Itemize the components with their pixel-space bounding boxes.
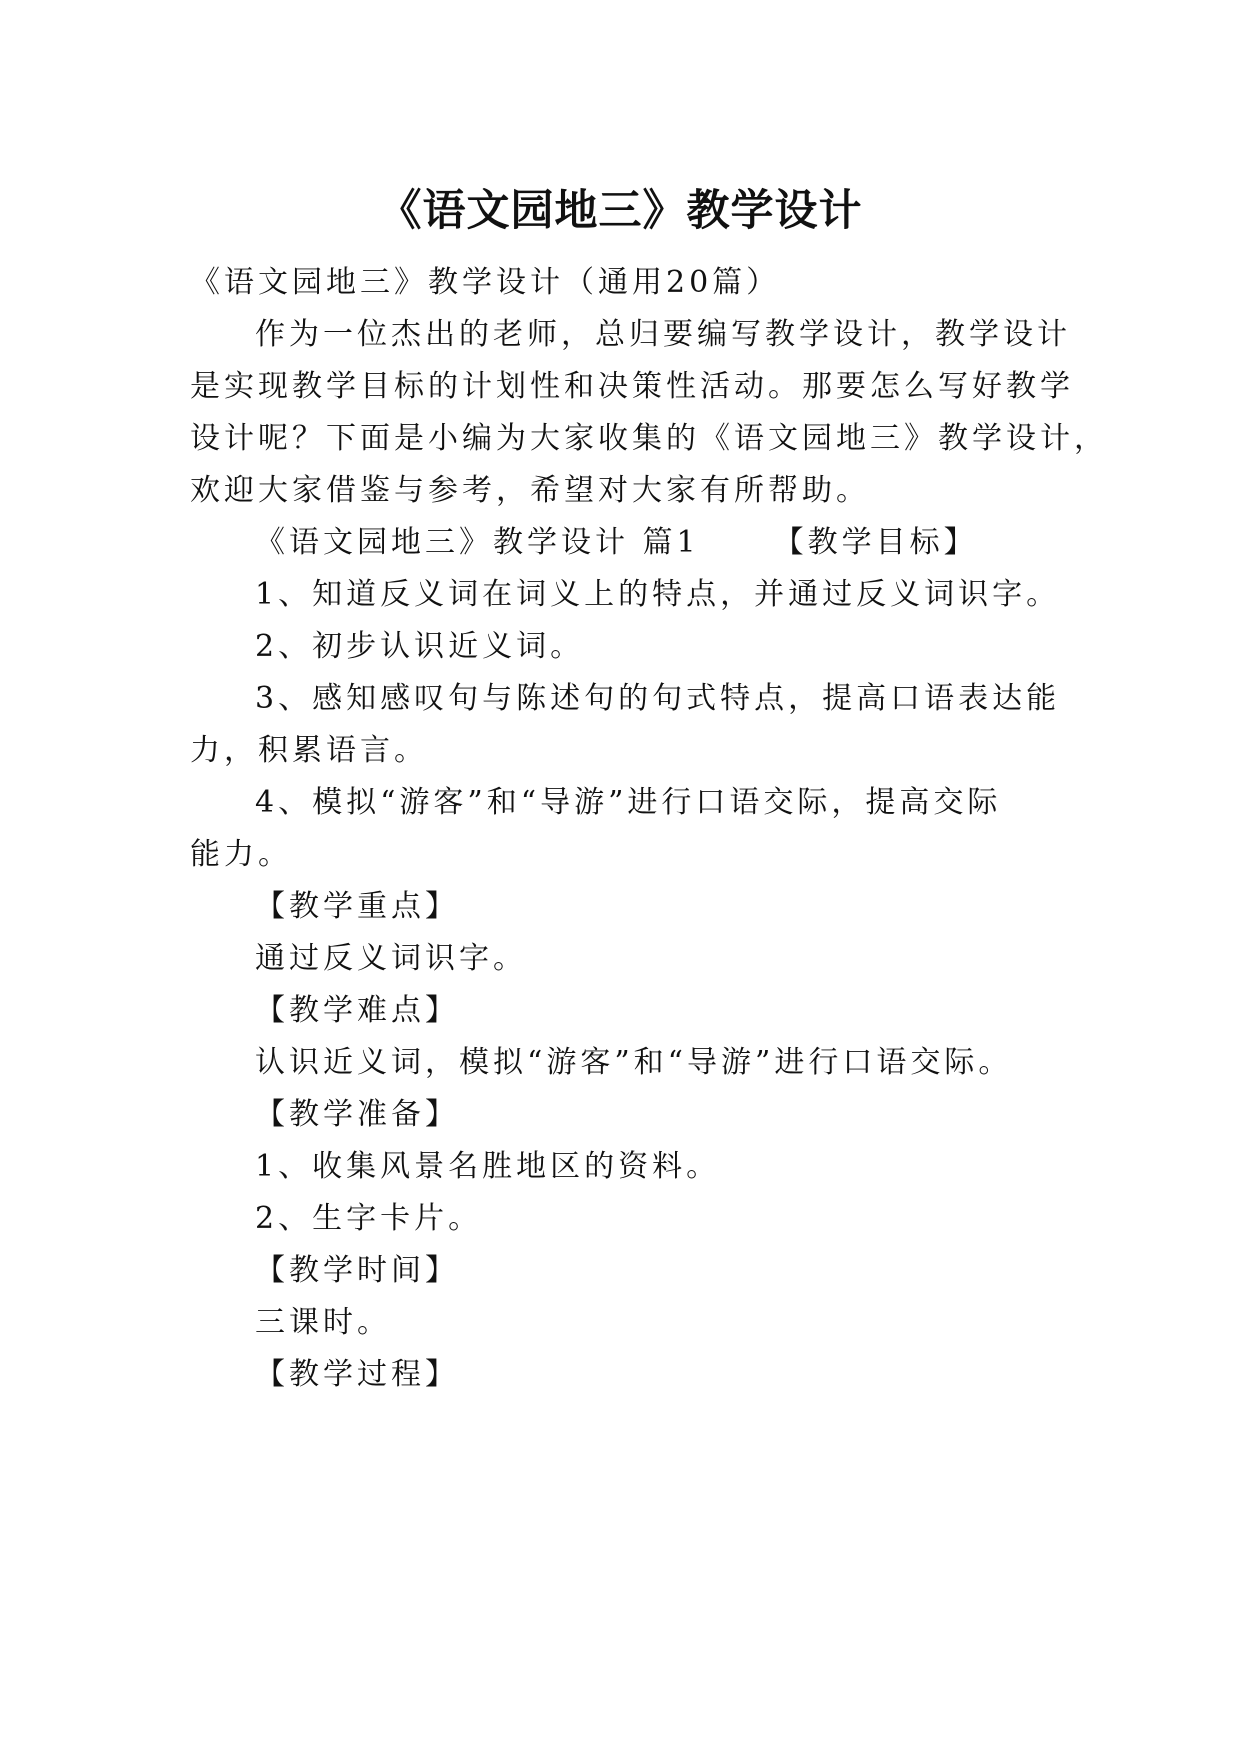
section-prep-heading: 【教学准备】 xyxy=(255,1097,459,1132)
article-heading: 《语文园地三》教学设计 篇1 xyxy=(255,525,700,560)
section-difficulty-heading: 【教学难点】 xyxy=(255,993,459,1028)
prep-item-1: 1、收集风景名胜地区的资料。 xyxy=(255,1149,721,1184)
intro-line-4: 欢迎大家借鉴与参考，希望对大家有所帮助。 xyxy=(190,473,870,508)
section-goals-heading: 【教学目标】 xyxy=(773,525,978,560)
section-process-heading: 【教学过程】 xyxy=(255,1357,459,1392)
section-key-heading: 【教学重点】 xyxy=(255,889,459,924)
document-subtitle: 《语文园地三》教学设计（通用20篇） xyxy=(190,265,781,300)
goal-item-2: 2、初步认识近义词。 xyxy=(255,629,585,664)
time-text: 三课时。 xyxy=(255,1305,391,1340)
article-heading-line xyxy=(255,514,1115,572)
prep-item-2: 2、生字卡片。 xyxy=(255,1201,483,1236)
intro-line-3: 设计呢？下面是小编为大家收集的《语文园地三》教学设计， xyxy=(190,421,1108,456)
intro-line-1: 作为一位杰出的老师，总归要编写教学设计，教学设计 xyxy=(255,317,1071,352)
goal-item-3-cont: 力，积累语言。 xyxy=(190,733,428,768)
intro-line-2: 是实现教学目标的计划性和决策性活动。那要怎么写好教学 xyxy=(190,369,1074,404)
goal-item-4: 4、模拟“游客”和“导游”进行口语交际，提高交际 xyxy=(255,785,1002,820)
goal-item-3: 3、感知感叹句与陈述句的句式特点，提高口语表达能 xyxy=(255,681,1061,716)
document-title: 《语文园地三》教学设计 xyxy=(378,185,863,236)
goal-item-4-cont: 能力。 xyxy=(190,837,292,872)
section-time-heading: 【教学时间】 xyxy=(255,1253,459,1288)
key-text: 通过反义词识字。 xyxy=(255,941,527,976)
goal-item-1: 1、知道反义词在词义上的特点，并通过反义词识字。 xyxy=(255,577,1061,612)
difficulty-text: 认识近义词，模拟“游客”和“导游”进行口语交际。 xyxy=(255,1045,1013,1080)
